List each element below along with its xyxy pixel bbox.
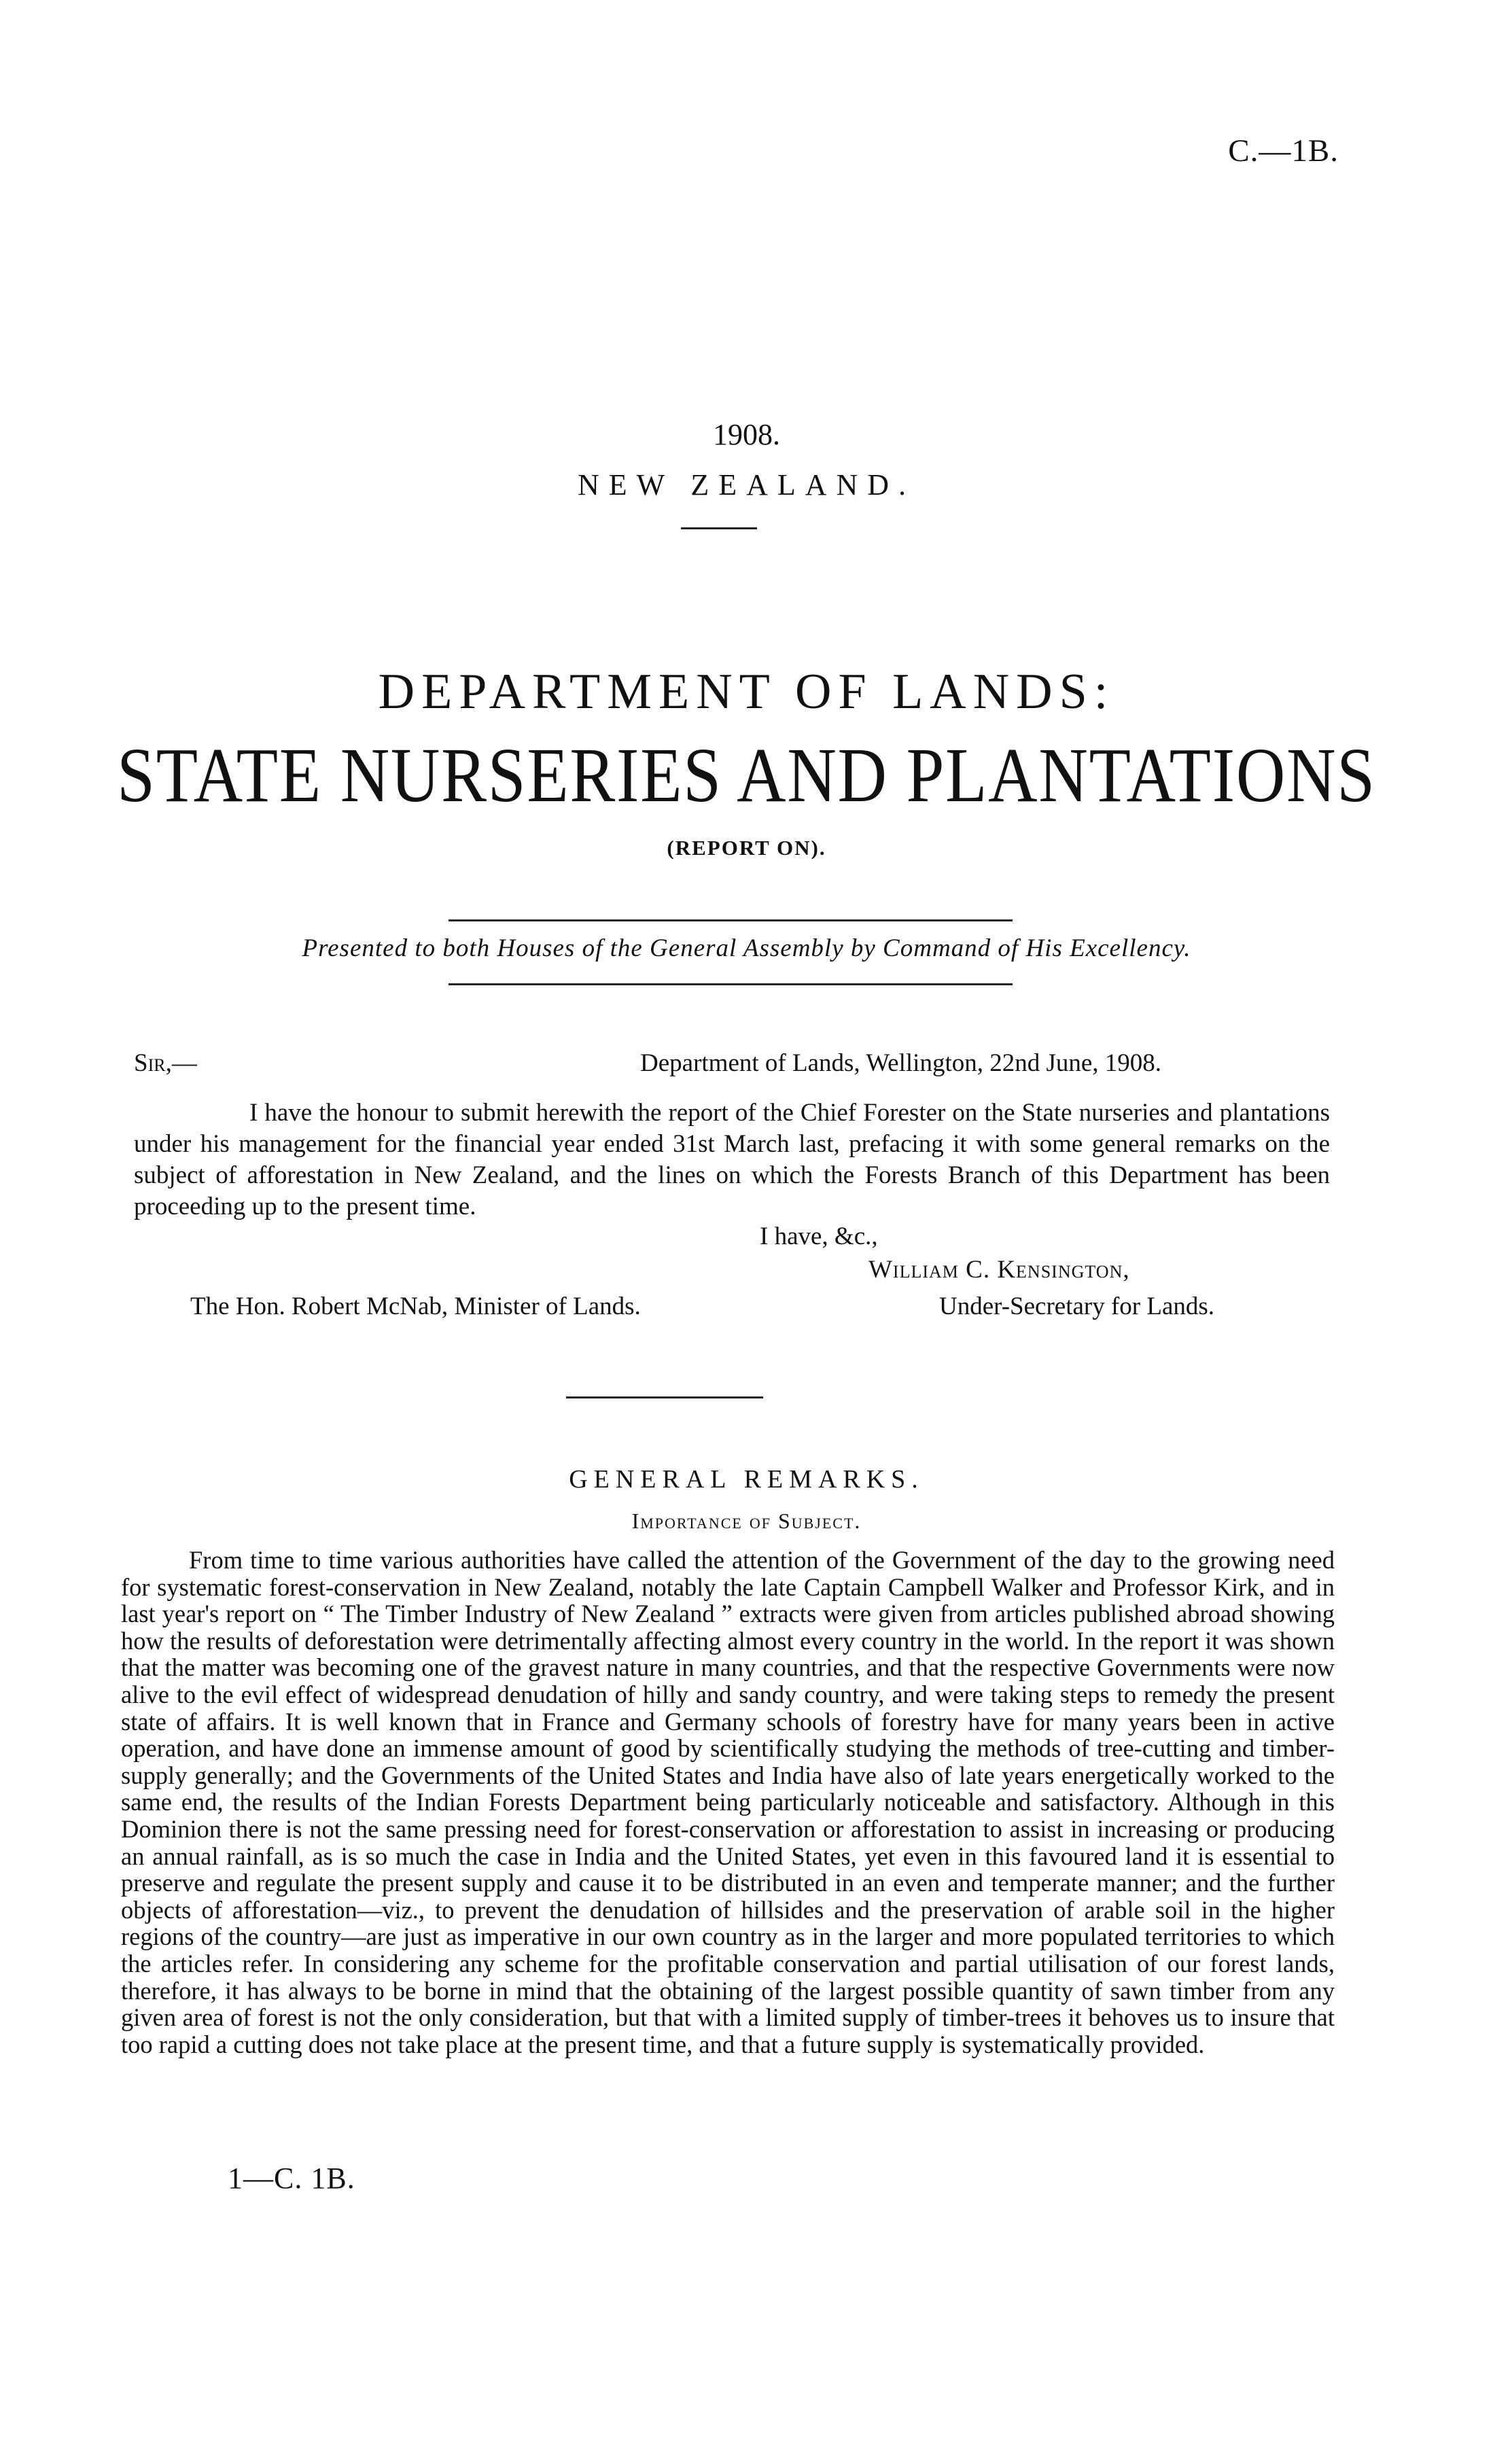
letter-signatory: William C. Kensington, bbox=[868, 1256, 1130, 1284]
paper-reference: C.—1B. bbox=[1228, 133, 1339, 169]
section-heading: GENERAL REMARKS. bbox=[569, 1465, 924, 1494]
letter-body: I have the honour to submit herewith the report of the Chief Forester on the State nurseries and plantations under his management for the financial year ended 31st March last, prefacing it with some general remarks on the subject of afforestation in New Zealand, and the lines on which the Forests Branch of this Department has been proceeding up to the present time. bbox=[134, 1099, 1330, 1220]
section-subheading: Importance of Subject. bbox=[631, 1509, 862, 1533]
report-year: 1908. bbox=[713, 418, 780, 451]
presented-rule-top bbox=[449, 919, 1013, 921]
report-subtitle: (REPORT ON). bbox=[667, 836, 826, 860]
title-divider bbox=[681, 527, 757, 529]
letter-dateline: Department of Lands, Wellington, 22nd June, 1908. bbox=[640, 1049, 1162, 1077]
report-title: STATE NURSERIES AND PLANTATIONS bbox=[117, 732, 1376, 818]
letter-closing: I have, &c., bbox=[760, 1222, 878, 1250]
signature-mark: 1—C. 1B. bbox=[228, 2162, 355, 2195]
section-divider bbox=[566, 1396, 763, 1398]
letter-addressee: The Hon. Robert McNab, Minister of Lands. bbox=[190, 1292, 641, 1320]
country-heading: NEW ZEALAND. bbox=[577, 468, 916, 501]
presented-line: Presented to both Houses of the General Assembly by Command of His Excellency. bbox=[302, 934, 1191, 962]
section-paragraph: From time to time various authorities have called the attention of the Government of the day to the growing need for systematic forest-conservation in New Zealand, notably the late Captain Campbell Walker and Professor Kirk, and in last year's report on “ The Timber Industry of New Zealand ” extracts were given from articles published abroad showing how the results of deforestation were detrimentally affecting almost every country in the world. In the report it was shown that the matter was becoming one of the gravest nature in many countries, and that the respective Governments were now alive to the evil effect of widespread denudation of hilly and sandy country, and were taking steps to remedy the present state of affairs. It is well known that in France and Germany schools of forestry have for many years been in active operation, and have done an immense amount of good by scientifically studying the methods of tree-cutting and timber-supply generally; and the Governments of the United States and India have also of late years energetically worked to the same end, the results of the Indian Forests Department being particularly noticeable and satisfactory. Although in this Dominion there is not the same pressing need for forest-conservation or afforestation to assist in increasing or producing an annual rainfall, as is so much the case in India and the United States, yet even in this favoured land it is essential to preserve and regulate the present supply and cause it to be distributed in an even and temperate manner; and the further objects of afforestation—viz., to prevent the denudation of hillsides and the preservation of arable soil in the higher regions of the country—are just as imperative in our own country as in the larger and more populated territories to which the articles refer. In considering any scheme for the profitable conservation and partial utilisation of our forest lands, therefore, it has always to be borne in mind that the obtaining of the largest possible quantity of sawn timber from any given area of forest is not the only consideration, but that with a limited supply of timber-trees it behoves us to insure that too rapid a cutting does not take place at the present time, and that a future supply is systematically provided. bbox=[121, 1546, 1335, 2058]
presented-rule-bottom bbox=[449, 983, 1013, 985]
letter-salutation: Sir,— bbox=[134, 1049, 197, 1077]
signatory-title: Under-Secretary for Lands. bbox=[939, 1292, 1215, 1320]
department-heading: DEPARTMENT OF LANDS: bbox=[378, 664, 1115, 720]
